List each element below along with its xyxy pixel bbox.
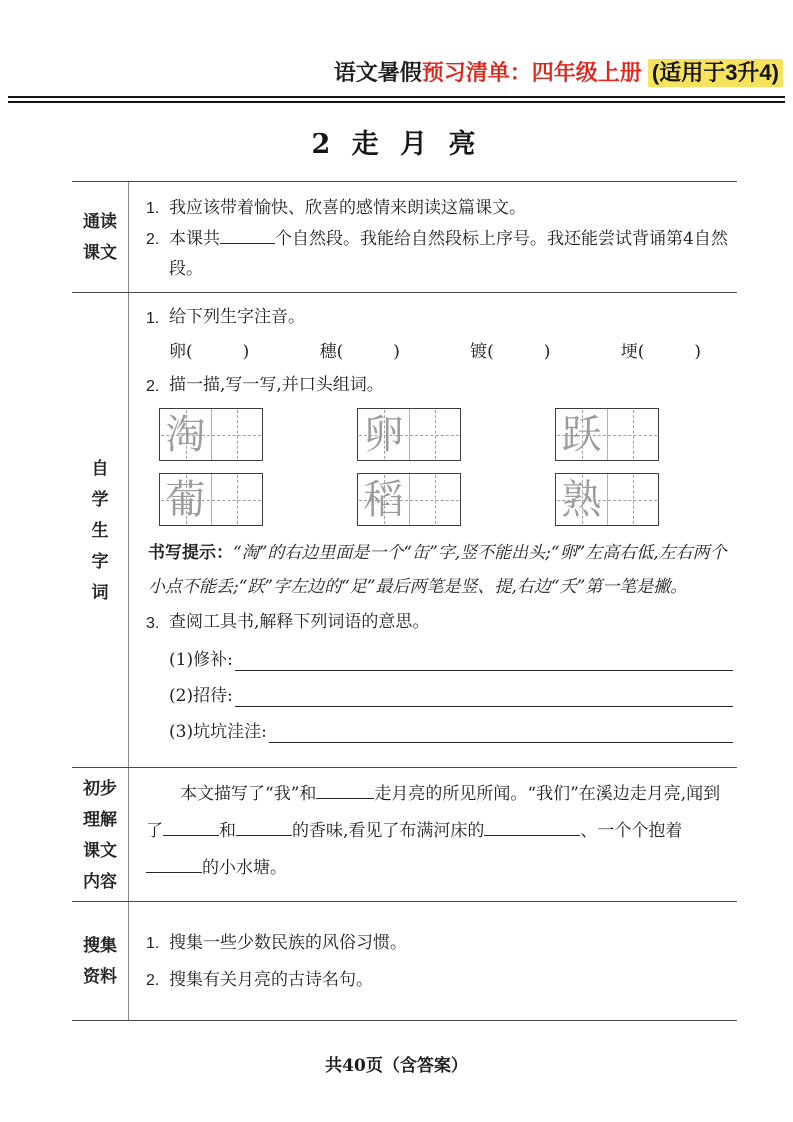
tracing-grid: [159, 408, 263, 461]
character: 埂: [620, 342, 638, 362]
pinyin-item: [169, 336, 249, 369]
list-item: [146, 301, 735, 335]
tracing-character: 稻: [363, 476, 404, 523]
page-count-footer: 共40页（含答案）: [325, 1056, 468, 1076]
answer-blank-line: [269, 714, 733, 743]
paren-open: (: [637, 342, 645, 362]
row-label-collect-materials: 搜集 资料: [72, 902, 129, 1020]
row-content-read-through: [129, 182, 737, 292]
definition-label: (2)招待:: [169, 686, 233, 706]
row-content-self-study-words: [129, 293, 737, 767]
answer-blank: [484, 822, 580, 836]
list-item: [146, 925, 733, 962]
answer-blank: [220, 230, 275, 244]
definition-line: [169, 678, 735, 714]
tracing-grid: [555, 408, 659, 461]
lesson-title: 2 走 月 亮: [311, 129, 482, 160]
row-comprehension: [72, 768, 737, 902]
answer-blank: [163, 822, 219, 836]
tracing-character: 跃: [561, 411, 602, 458]
item-text: 查阅工具书,解释下列词语的意思。: [169, 612, 430, 632]
paren-open: (: [336, 342, 344, 362]
answer-blank: [236, 822, 292, 836]
definition-line: [169, 642, 735, 678]
item-number: 1.: [146, 935, 160, 952]
worksheet-table: [72, 181, 737, 1021]
row-read-through: [72, 182, 737, 293]
list-item: [146, 224, 733, 284]
definition-line: [169, 714, 735, 750]
fill-in-paragraph: 本文描写了“我”和 走月亮的所见所闻。“我们”在溪边走月亮,闻到了 和 的香味,看见了布满河床的 、一个个抱着的小水塘。: [146, 784, 721, 878]
grid-cell-divider: [211, 409, 212, 460]
item-text: 我应该带着愉快、欣喜的感情来朗读这篇课文。: [169, 198, 526, 218]
paren-close: ): [543, 342, 551, 362]
answer-blank-line: [235, 642, 733, 671]
tracing-character: 葡: [165, 476, 206, 523]
pinyin-exercise-row: [169, 336, 701, 369]
tracing-character: 熟: [561, 476, 602, 523]
character: 卵: [169, 342, 186, 362]
tracing-grid: [357, 408, 461, 461]
item-text: 搜集一些少数民族的风俗习惯。: [169, 933, 407, 953]
row-label-comprehension: 初步 理解 课文 内容: [72, 768, 129, 901]
grid-row: [159, 473, 735, 526]
definition-label: (3)坑坑洼洼:: [169, 722, 267, 742]
grid-dashed-centerline: [633, 475, 634, 524]
list-item: [146, 193, 733, 224]
page-header: [8, 58, 783, 88]
grid-dashed-centerline: [435, 410, 436, 459]
paren-open: (: [487, 342, 494, 362]
item-number: 2.: [146, 378, 160, 395]
grid-dashed-centerline: [633, 410, 634, 459]
item-text: 给下列生字注音。: [169, 307, 305, 327]
paren-close: ): [393, 342, 400, 362]
tracing-character: 淘: [165, 411, 206, 458]
writing-tip: [148, 536, 735, 604]
tracing-grid: [357, 473, 461, 526]
grid-cell-divider: [409, 409, 410, 460]
paren-open: (: [186, 342, 193, 362]
row-content-comprehension: [129, 768, 737, 901]
grid-dashed-centerline: [237, 410, 238, 459]
character-tracing-grids: [159, 408, 735, 526]
definition-lines: [169, 642, 735, 750]
header-grade-badge: (适用于3升4): [648, 59, 783, 87]
paren-close: ): [694, 342, 701, 362]
row-label-self-study-words: 自 学 生 字 词: [72, 293, 129, 767]
grid-cell-divider: [211, 474, 212, 525]
item-number: 1.: [146, 200, 160, 217]
row-self-study-words: [72, 293, 737, 768]
list-item: [146, 962, 733, 999]
answer-blank: [316, 785, 374, 799]
tracing-grid: [159, 473, 263, 526]
item-number: 2.: [146, 231, 160, 248]
writing-tip-label: 书写提示：: [148, 543, 233, 562]
item-text: 搜集有关月亮的古诗名句。: [169, 970, 373, 990]
answer-blank: [146, 859, 202, 873]
grid-dashed-centerline: [237, 475, 238, 524]
header-double-rule: [8, 96, 785, 103]
pinyin-item: [320, 336, 400, 369]
answer-blank-line: [235, 678, 733, 707]
character: 镀: [470, 342, 488, 362]
row-collect-materials: [72, 902, 737, 1021]
header-prefix: 语文暑假: [333, 60, 422, 85]
grid-cell-divider: [607, 474, 608, 525]
item-number: 2.: [146, 972, 160, 989]
character: 穗: [319, 342, 337, 362]
tracing-grid: [555, 473, 659, 526]
row-content-collect-materials: [129, 902, 737, 1020]
item-text-with-blank: 本课共 个自然段。我能给自然段标上序号。我还能尝试背诵第4自然段。: [169, 229, 728, 279]
tracing-character: 卵: [363, 411, 404, 458]
definition-label: (1)修补:: [169, 650, 233, 670]
header-red-title: 预习清单：四年级上册: [421, 60, 642, 85]
item-number: 3.: [146, 615, 160, 632]
list-item: [146, 606, 735, 640]
grid-dashed-centerline: [435, 475, 436, 524]
grid-row: [159, 408, 735, 461]
pinyin-item: [470, 336, 550, 369]
pinyin-item: [621, 336, 701, 369]
list-item: [146, 369, 735, 403]
grid-cell-divider: [409, 474, 410, 525]
item-text: 描一描,写一写,并口头组词。: [169, 375, 384, 395]
writing-tip-text: “淘”的右边里面是一个“缶”字,竖不能出头;“卵”左高右低,左右两个小点不能丢;“跃”字左边的“足”最后两笔是竖、提,右边“夭”第一笔是撇。: [148, 543, 727, 597]
item-number: 1.: [146, 310, 160, 327]
row-label-read-through: 通读 课文: [72, 182, 129, 292]
grid-cell-divider: [607, 409, 608, 460]
paren-close: ): [242, 342, 250, 362]
